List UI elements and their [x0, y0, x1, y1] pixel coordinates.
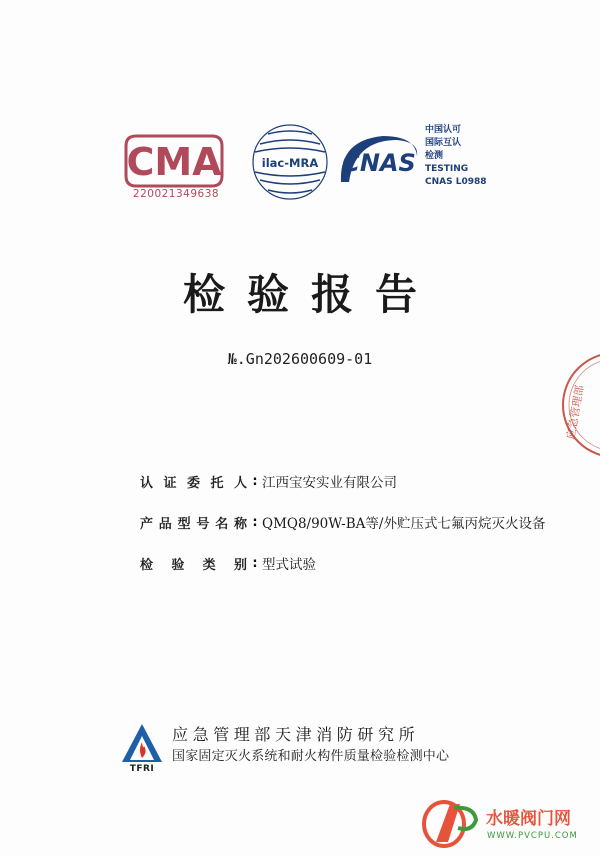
ilac-logo-text: ilac-MRA	[261, 156, 319, 170]
tfri-logo	[120, 722, 164, 764]
cnas-logo	[335, 132, 420, 190]
cnas-line: 国际互认	[425, 138, 462, 148]
tfri-logo-text: TFRI	[129, 764, 155, 774]
ilac-mra-logo	[250, 122, 330, 202]
cnas-line: TESTING	[425, 164, 469, 174]
report-number: №.Gn202600609-01	[227, 350, 373, 368]
field-test-type: 检验类别 : 型式试验	[140, 552, 316, 574]
watermark-url: WWW.PVCPU.COM	[487, 831, 578, 841]
watermark-title: 水暖阀门网	[486, 809, 571, 829]
field-value: QMQ8/90W-BA等/外贮压式七氟丙烷灭火设备	[262, 516, 546, 532]
field-product: 产品型号名称 : QMQ8/90W-BA等/外贮压式七氟丙烷灭火设备	[140, 511, 545, 533]
stamp-text: 应急管理部	[564, 384, 587, 441]
official-stamp	[540, 350, 600, 460]
field-value: 型式试验	[262, 557, 316, 573]
field-value: 江西宝安实业有限公司	[262, 475, 397, 491]
watermark-logo	[420, 794, 482, 850]
cnas-logo-text: CNAS	[342, 149, 416, 177]
cnas-line: 检测	[425, 151, 444, 161]
report-title: 检验报告	[182, 270, 439, 319]
issuer-name: 应急管理部天津消防研究所	[172, 725, 420, 744]
field-label: 产品型号名称	[140, 516, 248, 532]
cnas-accreditation-text	[425, 124, 525, 189]
field-label: 检验类别	[140, 557, 248, 573]
cnas-line: 中国认可	[425, 125, 462, 135]
field-label: 认证委托人	[140, 475, 248, 491]
issuer-center-name: 国家固定灭火系统和耐火构件质量检验检测中心	[172, 749, 450, 764]
field-client: 认证委托人 : 江西宝安实业有限公司	[140, 470, 397, 492]
cnas-line: CNAS L0988	[425, 177, 487, 187]
cma-logo-text: CMA	[126, 140, 222, 184]
cma-code: 220021349638	[132, 188, 220, 200]
